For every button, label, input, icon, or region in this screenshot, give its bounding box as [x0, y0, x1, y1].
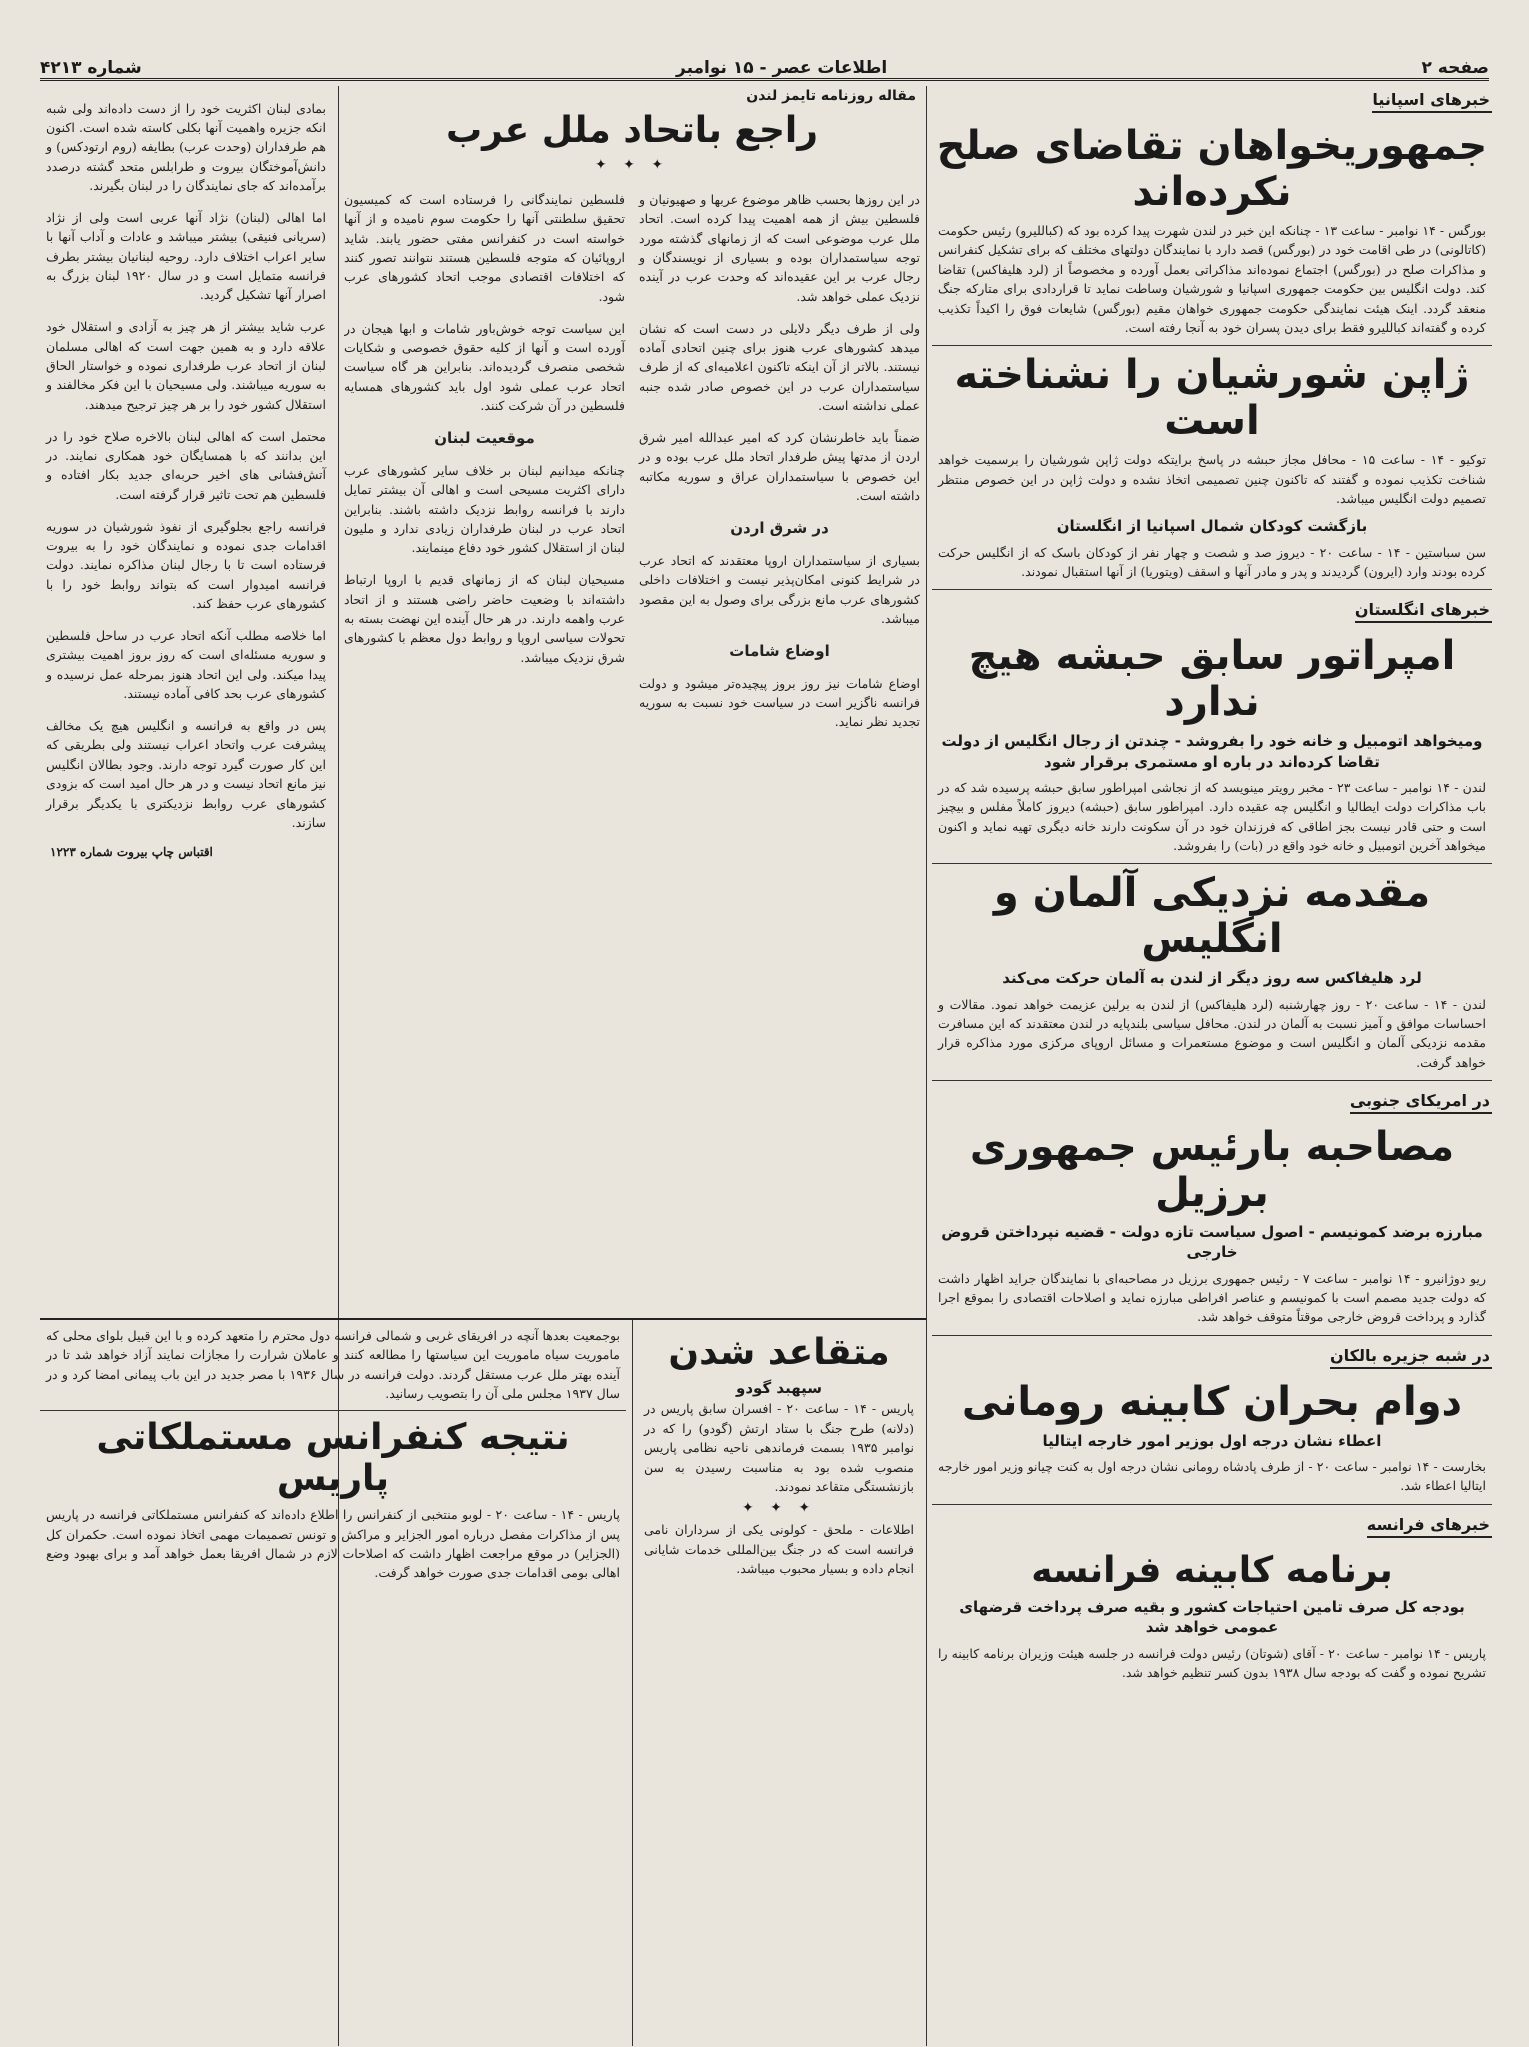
headline: جمهوریخواهان تقاضای صلح نکرده‌اند	[936, 123, 1488, 215]
article-body: پاریس - ۱۴ - ساعت ۲۰ - لوبو منتخبی از کنفرانس را اطلاع داده‌اند که کنفرانس مستملکاتی فرانسه در پاریس پس از مذاکرات مفصل درباره امور الجزایر و مراکش و تونس تصمیمات مهمی اتخاذ نموده است. حکمران کل (الجزایر) در موقع مراجعت اظهار داشت که اصلاحات لازم در شمال افریقا بعمل خواهد آمد و برای بهبود وضع اهالی بومی اقدامات جدی صورت خواهد گرفت.	[46, 1507, 620, 1581]
headline: امپراتور سابق حبشه هیچ ندارد	[968, 633, 1456, 726]
subheadline: لرد هلیفاکس سه روز دیگر از لندن به آلمان حرکت می‌کند	[1002, 969, 1422, 988]
spain-article	[932, 86, 1492, 337]
paper-date: اطلاعات عصر - ۱۵ نوامبر	[676, 58, 888, 78]
germany-article	[932, 870, 1492, 1072]
section-label: خبرهای فرانسه	[1367, 1515, 1492, 1538]
subheadline: مبارزه برضد کمونیسم - اصول سیاست تازه دولت - قضیه نپرداختن قروض خارجی	[941, 1223, 1483, 1262]
subheadline: ومیخواهد اتومبیل و خانه خود را بفروشد - چندتن از رجال انگلیس از دولت تقاضا کرده‌اند در باره او مستمری برقرار شود	[941, 732, 1483, 771]
byline: سپهبد گودو	[736, 1379, 822, 1398]
article-note: اطلاعات - ملحق - کولونی یکی از سرداران نامی فرانسه است که در جنگ بین‌المللی خدمات شایانی انجام داده و بسیار محبوب میباشد.	[644, 1522, 914, 1577]
issue-number: شماره ۴۲۱۳	[40, 58, 142, 78]
section-label: خبرهای انگلستان	[1355, 600, 1492, 623]
article-body: بخارست - ۱۴ نوامبر - ساعت ۲۰ - از طرف پادشاه رومانی نشان درجه اول به کنت چیانو وزیر امور خارجه ایتالیا اعطاء شد.	[938, 1459, 1487, 1494]
divider	[932, 1504, 1492, 1505]
article-body: توکیو - ۱۴ - ساعت ۱۵ - محافل مجاز حبشه در پاسخ برایتکه دولت ژاپن شورشیان را برسمیت خواهد شناخت تکذیب نموده و گفتند که تاکنون چنین تصمیمی اتخاذ نشده و دولت ژاپن در این خصوص منتظر تصمیم دولت انگلیس میباشد.	[938, 452, 1486, 506]
paragraph: چنانکه میدانیم لبنان بر خلاف سایر کشورهای عرب دارای اکثریت مسیحی است و اهالی آن بیشتر تمایل دارند با فرانسه روابط نزدیک داشته باشند. بنابراین اتحاد عرب در لبنان طرفداران زیادی ندارد و ملیون لبنان از استقلال کشور خود دفاع مینمایند.	[344, 462, 625, 556]
paragraph: محتمل است که اهالی لبنان بالاخره صلاح خود را در این بدانند که با همسایگان خود همکاری نمایند. در آتش‌فشانی های اخیر حربه‌ای جدید بکار افتاده و فلسطین هم تحت تاثیر قرار گرفته است.	[46, 428, 326, 502]
paragraph: پس در واقع به فرانسه و انگلیس هیچ یک مخالف پیشرفت عرب واتحاد اعراب نیستند ولی بطریقی که این کار صورت گیرد توجه دارند. وجود بطالان انگلیس نیز مانع اتحاد نیست و در هر حال امید است که بزودی کشورهای عرب روابط نزدیکتری با یکدیگر برقرار سازند.	[46, 718, 326, 830]
paragraph: اوضاع شامات نیز روز بروز پیچیده‌تر میشود و دولت فرانسه ناگزیر است در سیاست خود نسبت به سوریه تجدید نظر نماید.	[639, 675, 920, 730]
paragraph: بسیاری از سیاستمداران اروپا معتقدند که اتحاد عرب در شرایط کنونی امکان‌پذیر نیست و اختلافات داخلی کشورهای عرب مانع بزرگی برای وصول به این مقصود میباشد.	[639, 552, 920, 626]
children-article	[932, 516, 1492, 581]
article-source: مقاله روزنامه تایمز لندن	[746, 88, 916, 104]
headline: مقدمه نزدیکی آلمان و انگلیس	[993, 870, 1431, 963]
column-rule	[926, 86, 927, 2046]
left-column	[40, 86, 332, 1312]
text-columns	[344, 177, 920, 744]
paragraph: فلسطین نمایندگانی را فرستاده است که کمیسیون تحقیق سلطنتی آنها را حکومت سوم نامیده و از آنها خواسته است در کنفرانس مفتی حضور یابند. شاید اروپائیان که متوجه فلسطین هستند نتوانند تصور کنند که اختلافات اقتصادی موجب اتحاد کشورهای عرب شود.	[344, 191, 625, 304]
section-rule	[40, 1318, 926, 1320]
section-label: در امریکای جنوبی	[1350, 1091, 1492, 1114]
divider	[932, 345, 1492, 346]
divider	[932, 863, 1492, 864]
headline: ژاپن شورشیان را نشناخته است	[954, 352, 1470, 445]
article-body: بوجمعیت بعدها آنچه در افریقای غربی و شمالی فرانسه دول محترم را متعهد کرده و با این قبیل بلوای محلی که ماموریت سیاه ماموریت این سیاستها را مطالعه کنند و عاملان شرارت را مجازات نمایند آزاد خواهد شد تا در آینده بهتر ملل عرب مستقل گردند. دولت فرانسه در سال ۱۹۳۶ با مصر جدید در این باب پیمانی امضا کرد و در سال ۱۹۳۷ مجلس ملی آن را بتصویب رسانید.	[46, 1328, 620, 1402]
text-column	[344, 177, 625, 744]
divider	[932, 589, 1492, 590]
headline: راجع باتحاد ملل عرب	[446, 110, 818, 151]
subheadline: اعطاء نشان درجه اول بوزیر امور خارجه ایتالیا	[1042, 1431, 1382, 1450]
france-article	[932, 1511, 1492, 1683]
right-column	[932, 86, 1492, 2046]
subheadline: بودجه کل صرف تامین احتیاجات کشور و بقیه صرف پرداخت قرضهای عمومی خواهد شد	[959, 1598, 1465, 1637]
paragraph: اما اهالی (لبنان) نژاد آنها عربی است ولی از نژاد (سریانی فنیقی) بیشتر میباشد و عادات و آداب آنها با سایر اعراب اختلاف دارد. روحیه لبنانیان بیشتر بطرف فرانسه متمایل است و در سال ۱۹۲۰ لبنان بزرگ به اصرار آنها تشکیل گردید.	[46, 209, 326, 303]
section-label: خبرهای اسپانیا	[1372, 90, 1492, 113]
paragraph: فرانسه راجع بجلوگیری از نفوذ شورشیان در سوریه اقدامات جدی نموده و نمایندگان خود را به بیروت فرستاده است تا با رجال لبنان مذاکره نمایند. دولت فرانسه امیدوار است که بتواند روابط خود را با کشورهای عرب حفظ کند.	[46, 518, 326, 612]
headline: برنامه کابینه فرانسه	[1031, 1549, 1393, 1591]
page-label: صفحه ۲	[1421, 58, 1489, 78]
paragraph: در این روزها بحسب ظاهر موضوع عربها و صهیونیان و فلسطین بیش از همه اهمیت پیدا کرده است. اتحاد ملل عرب موضوعی است که از زمانهای گذشته مورد توجه سیاستمداران بوده و بسیاری از نویسندگان و رجال عرب بر این عقیده‌اند که وحدت عرب در آینده نزدیک عملی خواهد شد.	[639, 191, 920, 304]
paragraph: این سیاست توجه خوش‌باور شامات و ابها هیجان در آورده است و آنها از کلیه حقوق خصوصی و شکایات شخصی منصرف گردیده‌اند. بنابراین هر گاه سیاست اتحاد عرب عملی شود اول باید کشورهای همسایه فلسطین در آن شرکت کنند.	[344, 320, 625, 414]
japan-article	[932, 352, 1492, 508]
masthead	[40, 52, 1489, 81]
article-body: لندن - ۱۴ نوامبر - ساعت ۲۳ - مخبر رویتر مینویسد که از نجاشی امپراطور سابق حبشه پرسیده شد که در باب مذاکرات دولت ایطالیا و انگلیس چه عقیده دارد. امپراطور سابق (حبشه) دیروز کاملاً مفلس و بیچیز است و حتی قادر نیست بجز اطاقی که فرزندان خود در آن سکونت دارند خانه دیگری تهیه نماید و اکنون میخواهد آخرین اتومبیل و خانه خود واقع در (بات) را بفروشد.	[938, 779, 1487, 853]
article-body: پاریس - ۱۴ نوامبر - ساعت ۲۰ - آقای (شوتان) رئیس دولت فرانسه در جلسه هیئت وزیران برنامه کابینه را تشریح نموده و گفت که بودجه سال ۱۹۳۸ بدون کسر تنظیم خواهد شد.	[938, 1645, 1486, 1681]
text-column	[46, 99, 326, 833]
column-rule	[338, 86, 339, 1320]
subhead: موقعیت لبنان	[434, 429, 535, 448]
headline: بازگشت کودکان شمال اسپانیا از انگلستان	[1056, 517, 1368, 536]
column-rule	[632, 1320, 633, 2046]
bottom-left-area	[40, 1326, 626, 2041]
text-column	[639, 177, 920, 744]
subhead: اوضاع شامات	[729, 641, 830, 660]
brazil-article	[932, 1087, 1492, 1327]
divider	[40, 1410, 626, 1411]
paragraph: عرب شاید بیشتر از هر چیز به آزادی و استقلال خود علاقه دارد و به همین جهت است که اهالی مسلمان لبنان از اتحاد عرب طرفداری نموده و خواستار الحاق به سوریه میباشند. ولی مسیحیان با این فکر مخالفند و استقلال کشور خود را بر هر چیز ترجیح میدهند.	[46, 319, 326, 412]
england-article	[932, 596, 1492, 855]
headline: دوام بحران کابینه رومانی	[961, 1378, 1463, 1425]
paragraph: مسیحیان لبنان که از زمانهای قدیم با اروپا ارتباط داشته‌اند با وضعیت حاضر راضی هستند و از اتحاد عرب واهمه دارند. در هر حال آینده این نهضت بسته به تحولات سیاسی اروپا و روابط دول معظم با کشورهای شرق نزدیک میباشد.	[344, 572, 625, 665]
ornament: ✦ ✦ ✦	[741, 1500, 817, 1517]
headline: نتیجه کنفرانس مستملکاتی پاریس	[96, 1416, 570, 1499]
paragraph: اما خلاصه مطلب آنکه اتحاد عرب در ساحل فلسطین و سوریه مسئله‌ای است که روز بروز اهمیت بیشتری پیدا میکند. ولی این اتحاد هنوز بمرحله عمل نرسیده و کشورهای عرب بحد کافی آماده نیستند.	[46, 628, 326, 702]
paragraph: ضمناً باید خاطرنشان کرد که امیر عبدالله امیر شرق اردن از مدتها پیش طرفدار اتحاد ملل عرب بوده و در این خصوص با سیاستمداران عراق و سوریه مکاتبه داشته است.	[639, 430, 920, 504]
headline: متقاعد شدن	[668, 1332, 890, 1373]
source-note: اقتباس چاپ بیروت شماره ۱۲۲۳	[50, 844, 213, 859]
romania-article	[932, 1342, 1492, 1496]
arab-unity-article	[344, 86, 920, 1312]
paragraph: ولی از طرف دیگر دلایلی در دست است که نشان میدهد کشورهای عرب هنوز برای چنین اتحادی آماده نیستند. بالاتر از آن اینکه تاکنون اعلامیه‌ای که از طرف سیاستمداران عرب در این خصوص صادر شده جنبه عملی نداشته است.	[639, 320, 920, 414]
ornament: ✦ ✦ ✦	[594, 157, 670, 174]
article-body: سن سباستین - ۱۴ - ساعت ۲۰ - دیروز صد و شصت و چهار نفر از کودکان باسک که از انگلیس حرکت کرده بودند وارد (ایرون) گردیدند و پدر و مادر آنها و اسقف (ویتوریا) از آنها استقبال نمودند.	[938, 544, 1486, 579]
divider	[932, 1080, 1492, 1081]
article-body: ریو دوژانیرو - ۱۴ نوامبر - ساعت ۷ - رئیس جمهوری برزیل در مصاحبه‌ای با نمایندگان جراید اظهار داشت که دولت جدید مصمم است با کمونیسم و عناصر افراطی مبارزه نماید و اصلاحات اقتصادی را بموقع اجرا گذارد و پرداخت قروض خارجی موقتاً متوقف خواهد شد.	[938, 1270, 1486, 1325]
paragraph: بمادی لبنان اکثریت خود را از دست داده‌اند ولی شبه انکه جزیره واهمیت آنها بکلی کاسته شده است. اکنون هم طرفداران (وحدت عرب) بطایفه (روم ارتودکس) و دانش‌آموختگان بیروت و طرابلس متحد گشته درصدد برآمده‌اند که جای نمایندگان را در لبنان بگیرند.	[46, 100, 326, 193]
retirement-article	[638, 1326, 920, 2041]
article-body: پاریس - ۱۴ - ساعت ۲۰ - افسران سابق پاریس در (دلانه) طرح جنگ با ستاد ارتش (گودو) را که در نوامبر ۱۹۳۵ بسمت فرماندهی ناحیه نظامی پاریس منصوب شده بود به مناسبت رسیدن به سن بازنشستگی متقاعد نمودند.	[644, 1401, 914, 1494]
article-body: لندن - ۱۴ - ساعت ۲۰ - روز چهارشنبه (لرد هلیفاکس) از لندن به برلین عزیمت خواهد نمود. مقالات و احساسات موافق و آمیز نسبت به آلمان در لندن. محافل سیاسی بلندپایه در لندن معتقدند که این مسافرت مقدمه نزدیکی آلمان و انگلیس است و موضوع مستعمرات و مسائل اروپای مرکزی مورد مذاکره قرار خواهد گرفت.	[938, 996, 1486, 1070]
divider	[932, 1335, 1492, 1336]
headline: مصاحبه بارئیس جمهوری برزیل	[969, 1124, 1455, 1217]
article-body: بورگس - ۱۴ نوامبر - ساعت ۱۳ - چنانکه این خبر در لندن شهرت پیدا کرده بود که (کباللیرو) رئیس حکومت (کاتالونی) در طی اقامت خود در (بورگس) قصد دارد با نمایندگان دولتهای مختلف که برای تشکیل کنفرانس و مذاکرات صلح در (بورگس) اجتماع نموده‌اند مذاکراتی بعمل آورده و مخصوصاً از (لرد هلیفاکس) تقاضا کند. دولت انگلیس بین حکومت جمهوری اسپانیا و شورشیان وساطت نماید تا قراردادی برای متارکه جنگ منعقد گردد. اینک هیئت نمایندگی حکومت جمهوری خواهان مقیم (بورگس) شایعات فوق را اکیداً تکذیب کرده و گفته‌اند کباللیرو فقط برای دیدن پسران خود به آنجا رفته است.	[938, 223, 1487, 335]
section-label: در شبه جزیره بالکان	[1330, 1346, 1492, 1369]
subhead: در شرق اردن	[730, 519, 829, 538]
